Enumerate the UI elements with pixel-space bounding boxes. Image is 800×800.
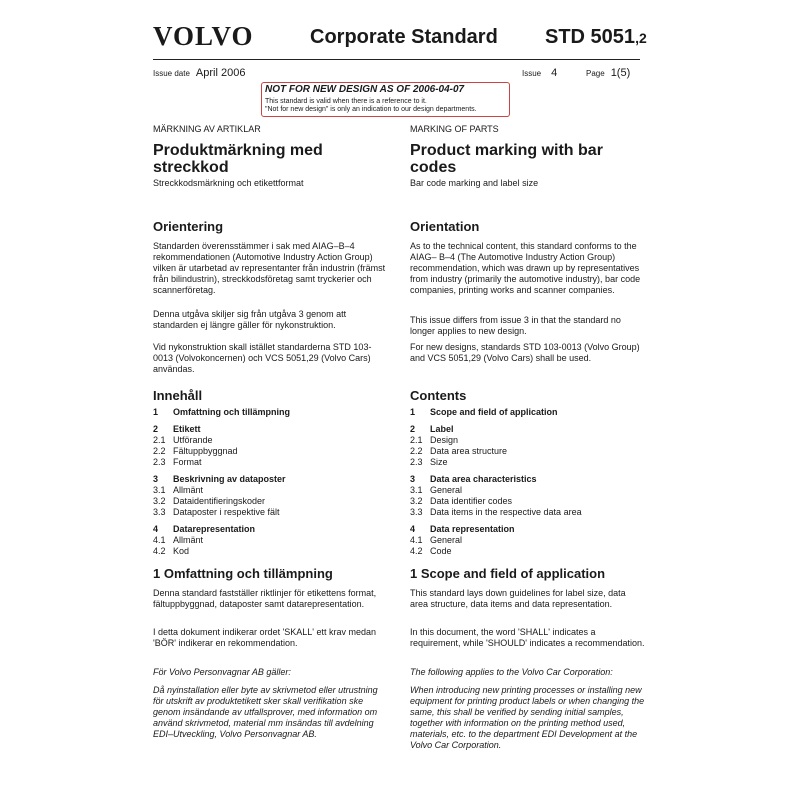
vcc-intro: För Volvo Personvagnar AB gäller: [153, 667, 291, 677]
toc-entry-number: 2.1 [153, 435, 166, 445]
toc-entry-label: Etikett [173, 424, 201, 434]
toc-entry-number: 4.2 [153, 546, 166, 556]
toc-entry-label: Label [430, 424, 454, 434]
toc-entry-number: 2.2 [153, 446, 166, 456]
toc-entry-number: 2.3 [153, 457, 166, 467]
table-of-contents [153, 407, 388, 557]
document-title-line-1: Produktmärkning med [153, 142, 323, 159]
orientation-heading: Orientering [153, 219, 224, 234]
toc-entry-number: 1 [410, 407, 416, 417]
toc-entry-number: 2 [153, 424, 159, 434]
toc-entry-number: 2 [410, 424, 416, 434]
toc-entry [153, 407, 388, 418]
toc-entry [153, 524, 388, 535]
issue-date-value: April 2006 [195, 67, 246, 79]
toc-entry-label: Format [173, 457, 202, 467]
toc-entry-number: 3.2 [153, 496, 166, 506]
vcc-paragraph: Då nyinstallation eller byte av skrivmetod eller utrustning för utskrift av produktetikett sker skall verifikation ske genom insändande av utfallsprover, med information om använd skrivmetod, material mm insändas till avdelning EDI–Utveckling, Volvo Personvagnar AB. [153, 685, 378, 739]
document-title [410, 142, 645, 176]
toc-entry [410, 535, 645, 546]
toc-entry-label: Fältuppbyggnad [173, 446, 238, 456]
toc-entry-label: Allmänt [173, 485, 204, 495]
toc-entry-label: Design [430, 435, 459, 445]
section-kicker: MÄRKNING AV ARTIKLAR [153, 124, 261, 134]
toc-entry-number: 3.1 [153, 485, 166, 495]
toc-entry [153, 435, 388, 446]
toc-entry-label: Size [430, 457, 448, 467]
notice-title: NOT FOR NEW DESIGN AS OF 2006-04-07 [265, 84, 465, 95]
scope-paragraph-2: I detta dokument indikerar ordet 'SKALL' ett krav medan 'BÖR' indikerar en rekommendation. [153, 627, 377, 648]
document-subtitle: Streckkodsmärkning och etikettformat [153, 178, 304, 188]
toc-entry [410, 474, 645, 485]
toc-entry-label: Data area characteristics [430, 474, 537, 484]
toc-entry-label: Omfattning och tillämpning [173, 407, 290, 417]
vcc-paragraph: When introducing new printing processes or installing new equipment for printing product labels or when changing the same, this shall be verified by sending initial samples, together with information on the printing method used, materials, etc. to the department EDI Development at the Volvo Car Corporation. [410, 685, 645, 750]
standard-number-suffix: ,2 [635, 30, 647, 46]
toc-entry [410, 507, 645, 518]
scope-heading: 1 Scope and field of application [410, 566, 606, 581]
orientation-paragraph-2: This issue differs from issue 3 in that the standard no longer applies to new design. [410, 315, 621, 336]
toc-entry-label: Utförande [173, 435, 213, 445]
orientation-paragraph-1: As to the technical content, this standard conforms to the AIAG– B–4 (The Automotive Industry Action Group) recommendation, which was drawn up by representatives from industry (primarily the automotive industry), bar code companies, printing works and scanner companies. [410, 241, 641, 295]
document-type-title: Corporate Standard [310, 26, 498, 48]
swedish-column [153, 124, 388, 739]
issue-value: 4 [551, 67, 558, 79]
orientation-paragraph-3: For new designs, standards STD 103-0013 (Volvo Group) and VCS 5051,29 (Volvo Cars) shall be used. [410, 342, 640, 363]
document-title-line-1: Product marking with bar [410, 142, 603, 159]
toc-entry [153, 474, 388, 485]
toc-entry-label: General [430, 535, 463, 545]
toc-entry-label: Dataidentifieringskoder [173, 496, 266, 506]
header-rule [153, 59, 640, 60]
vcc-intro: The following applies to the Volvo Car Corporation: [410, 667, 613, 677]
toc-entry-label: Allmänt [173, 535, 204, 545]
scope-paragraph-1: Denna standard fastställer riktlinjer för etikettens format, fältuppbyggnad, dataposter samt datarepresentation. [153, 588, 377, 609]
toc-entry-number: 3 [153, 474, 159, 484]
toc-entry-number: 4.2 [410, 546, 423, 556]
toc-entry-label: Data area structure [430, 446, 508, 456]
orientation-paragraph-2: Denna utgåva skiljer sig från utgåva 3 genom att standarden ej längre gäller för nykonstruktion. [153, 309, 347, 330]
toc-entry-number: 2.1 [410, 435, 423, 445]
toc-entry-number: 2.3 [410, 457, 423, 467]
scope-paragraph-1: This standard lays down guidelines for label size, data area structure, data items and data representation. [410, 588, 626, 609]
notice-line-1: This standard is valid when there is a reference to it. [265, 98, 427, 105]
toc-entry-label: Datarepresentation [173, 524, 256, 534]
toc-entry [410, 524, 645, 535]
toc-entry [410, 446, 645, 457]
notice-line-2: "Not for new design" is only an indication to our design departments. [265, 106, 477, 113]
scope-paragraph-2: In this document, the word 'SHALL' indicates a requirement, while 'SHOULD' indicates a recommendation. [410, 627, 645, 648]
toc-entry-number: 3.2 [410, 496, 423, 506]
toc-entry-label: Data items in the respective data area [430, 507, 582, 517]
toc-entry-number: 3.3 [410, 507, 423, 517]
standard-number [545, 26, 647, 49]
orientation-paragraph-3: Vid nykonstruktion skall istället standarderna STD 103-0013 (Volvokoncernen) och VCS 5051,29 (Volvo Cars) användas. [153, 342, 372, 374]
english-column [410, 124, 645, 750]
toc-entry-label: Data representation [430, 524, 515, 534]
toc-entry-number: 4 [410, 524, 416, 534]
toc-entry [153, 507, 388, 518]
orientation-paragraph-1: Standarden överensstämmer i sak med AIAG–B–4 rekommendationen (Automotive Industry Action Group) vilken är utarbetad av representanter från industrin (främst från bilindustrin), streckkodsföretag samt tryckerier och scannerföretag. [153, 241, 386, 295]
table-of-contents [410, 407, 645, 557]
toc-entry-number: 4.1 [410, 535, 423, 545]
toc-entry-label: Data identifier codes [430, 496, 513, 506]
issue-date [153, 68, 245, 79]
toc-entry-number: 4.1 [153, 535, 166, 545]
toc-entry-number: 3.3 [153, 507, 166, 517]
toc-entry-number: 3.1 [410, 485, 423, 495]
volvo-logo: VOLVO [153, 21, 254, 51]
toc-entry-number: 3 [410, 474, 416, 484]
contents-heading: Contents [410, 388, 467, 403]
toc-entry [410, 496, 645, 507]
document-title-line-2: codes [410, 159, 457, 176]
toc-entry [410, 424, 645, 435]
toc-entry-label: General [430, 485, 463, 495]
toc-entry [153, 546, 388, 557]
toc-entry [153, 485, 388, 496]
toc-entry-label: Kod [173, 546, 190, 556]
toc-entry-number: 4 [153, 524, 159, 534]
toc-entry-number: 1 [153, 407, 159, 417]
toc-entry-label: Beskrivning av dataposter [173, 474, 286, 484]
issue-number [522, 68, 557, 79]
toc-entry [410, 457, 645, 468]
page-value: 1(5) [610, 67, 631, 79]
toc-entry [410, 435, 645, 446]
issue-label: Issue [522, 69, 542, 78]
scope-heading: 1 Omfattning och tillämpning [153, 566, 333, 581]
toc-entry-label: Code [430, 546, 452, 556]
document-subtitle: Bar code marking and label size [410, 178, 539, 188]
toc-entry [153, 496, 388, 507]
toc-entry [153, 457, 388, 468]
section-kicker: MARKING OF PARTS [410, 124, 499, 134]
toc-entry [410, 546, 645, 557]
toc-entry-label: Scope and field of application [430, 407, 558, 417]
page-label: Page [586, 69, 605, 78]
contents-heading: Innehåll [153, 388, 203, 403]
document-title-line-2: streckkod [153, 159, 229, 176]
toc-entry [153, 424, 388, 435]
page-number [586, 68, 630, 79]
orientation-heading: Orientation [410, 219, 480, 234]
document-title [153, 142, 388, 176]
toc-entry [153, 535, 388, 546]
toc-entry [410, 485, 645, 496]
toc-entry [410, 407, 645, 418]
toc-entry [153, 446, 388, 457]
issue-date-label: Issue date [153, 69, 190, 78]
standard-number-main: STD 5051 [545, 26, 636, 48]
toc-entry-number: 2.2 [410, 446, 423, 456]
toc-entry-label: Dataposter i respektive fält [173, 507, 280, 517]
